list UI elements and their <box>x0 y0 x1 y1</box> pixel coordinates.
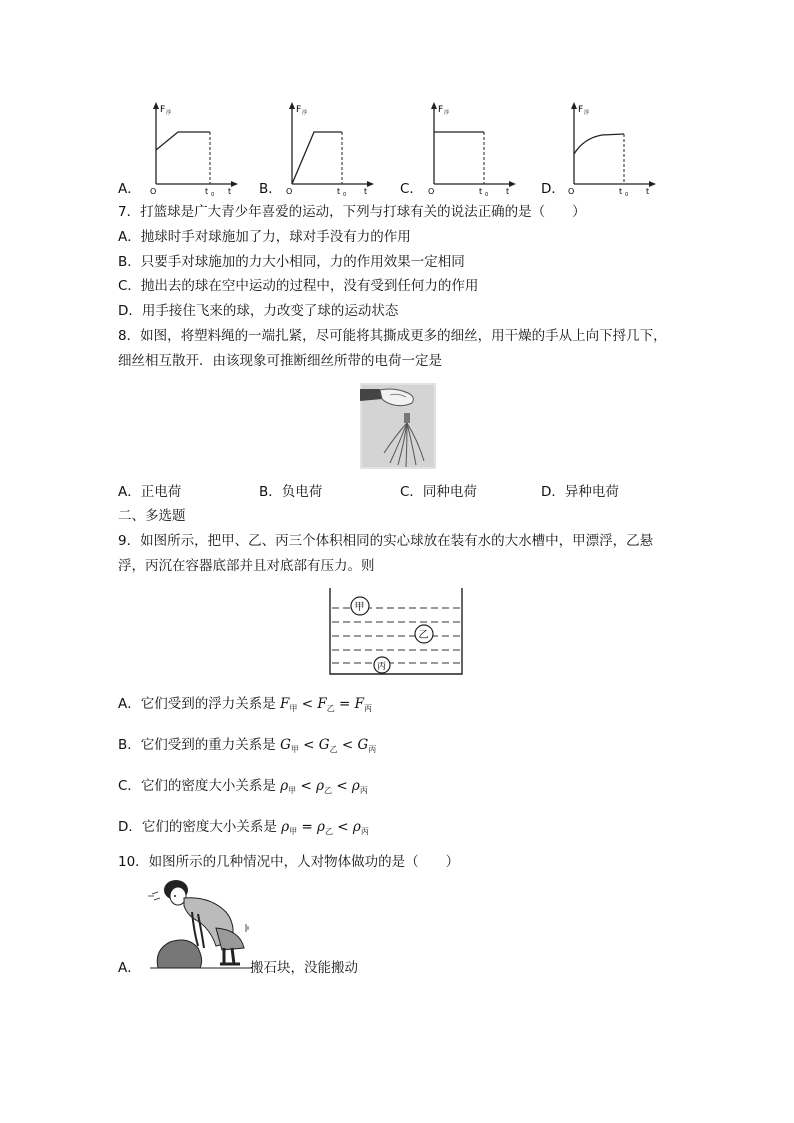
q7-stem: 7．打篮球是广大青少年喜爱的运动，下列与打球有关的说法正确的是（ ） <box>118 204 586 220</box>
q6-graph-b <box>276 98 376 196</box>
q9-water-tank-figure <box>326 586 466 678</box>
q10-person-lifting-stone-figure <box>140 876 252 972</box>
q10-option-a[interactable]: A． 搬石块，没能搬动 <box>118 960 358 976</box>
svg-text:O: O <box>150 187 157 196</box>
axis-y-label: F <box>160 105 166 115</box>
svg-text:t: t <box>364 187 368 196</box>
q6-option-c-label: C． <box>400 181 423 197</box>
q8-stem-line1: 8．如图，将塑料绳的一端扎紧，尽可能将其撕成更多的细丝，用干燥的手从上向下捋几下， <box>118 328 667 344</box>
svg-text:0: 0 <box>211 192 215 196</box>
q7-option-d[interactable]: D．用手接住飞来的球，力改变了球的运动状态 <box>118 303 399 319</box>
svg-text:0: 0 <box>343 192 347 196</box>
svg-text:t: t <box>479 187 483 196</box>
q8-stem-line2: 细丝相互散开．由该现象可推断细丝所带的电荷一定是 <box>118 353 442 369</box>
svg-text:t: t <box>337 187 341 196</box>
svg-text:浮: 浮 <box>584 110 590 116</box>
svg-text:浮: 浮 <box>444 110 450 116</box>
q8-option-d[interactable]: D．异种电荷 <box>541 484 619 500</box>
q8-option-a[interactable]: A．正电荷 <box>118 484 182 500</box>
svg-text:t: t <box>619 187 623 196</box>
q8-plastic-rope-figure <box>360 383 436 469</box>
svg-text:t: t <box>506 187 510 196</box>
svg-text:F: F <box>578 105 584 115</box>
svg-text:0: 0 <box>485 192 489 196</box>
svg-text:O: O <box>286 187 293 196</box>
q10-option-a-caption: 搬石块，没能搬动 <box>250 960 358 976</box>
svg-text:O: O <box>568 187 575 196</box>
svg-text:t: t <box>228 187 232 196</box>
svg-text:t: t <box>646 187 650 196</box>
svg-text:乙: 乙 <box>418 630 429 641</box>
q7-option-c[interactable]: C．抛出去的球在空中运动的过程中，没有受到任何力的作用 <box>118 278 479 294</box>
svg-text:0: 0 <box>625 192 629 196</box>
svg-text:t: t <box>205 187 209 196</box>
q8-option-c[interactable]: C．同种电荷 <box>400 484 477 500</box>
svg-text:丙: 丙 <box>377 662 387 672</box>
q9-option-d[interactable]: D．它们的密度大小关系是 $\rho_甲 = \rho_乙 < \rho_丙$ <box>118 819 369 836</box>
q6-graph-c <box>418 98 518 196</box>
svg-text:F: F <box>438 105 444 115</box>
q8-option-b[interactable]: B．负电荷 <box>259 484 323 500</box>
svg-text:O: O <box>428 187 435 196</box>
q6-graph-a <box>140 98 240 196</box>
svg-text:浮: 浮 <box>302 110 308 116</box>
q9-stem-line2: 浮，丙沉在容器底部并且对底部有压力。则 <box>118 558 375 574</box>
q6-option-a-label: A． <box>118 181 141 197</box>
svg-text:甲: 甲 <box>354 602 365 613</box>
q6-option-d-label: D． <box>541 181 565 197</box>
q7-option-b[interactable]: B．只要手对球施加的力大小相同，力的作用效果一定相同 <box>118 254 465 270</box>
q9-option-b[interactable]: B．它们受到的重力关系是 $G_甲 < G_乙 < G_丙$ <box>118 737 377 754</box>
svg-text:浮: 浮 <box>166 110 172 116</box>
q9-stem-line1: 9．如图所示，把甲、乙、丙三个体积相同的实心球放在装有水的大水槽中，甲漂浮，乙悬 <box>118 533 654 549</box>
q6-graph-d <box>558 98 658 196</box>
q9-option-a[interactable]: A．它们受到的浮力关系是 $F_甲 < F_乙 = F_丙$ <box>118 696 372 713</box>
q6-option-b-label: B． <box>259 181 282 197</box>
q10-stem: 10．如图所示的几种情况中，人对物体做功的是（ ） <box>118 854 460 870</box>
svg-text:F: F <box>296 105 302 115</box>
q7-option-a[interactable]: A．抛球时手对球施加了力，球对手没有力的作用 <box>118 229 411 245</box>
section-heading-multiple-choice: 二、多选题 <box>118 508 186 524</box>
q9-option-c[interactable]: C．它们的密度大小关系是 $\rho_甲 < \rho_乙 < \rho_丙$ <box>118 778 368 795</box>
